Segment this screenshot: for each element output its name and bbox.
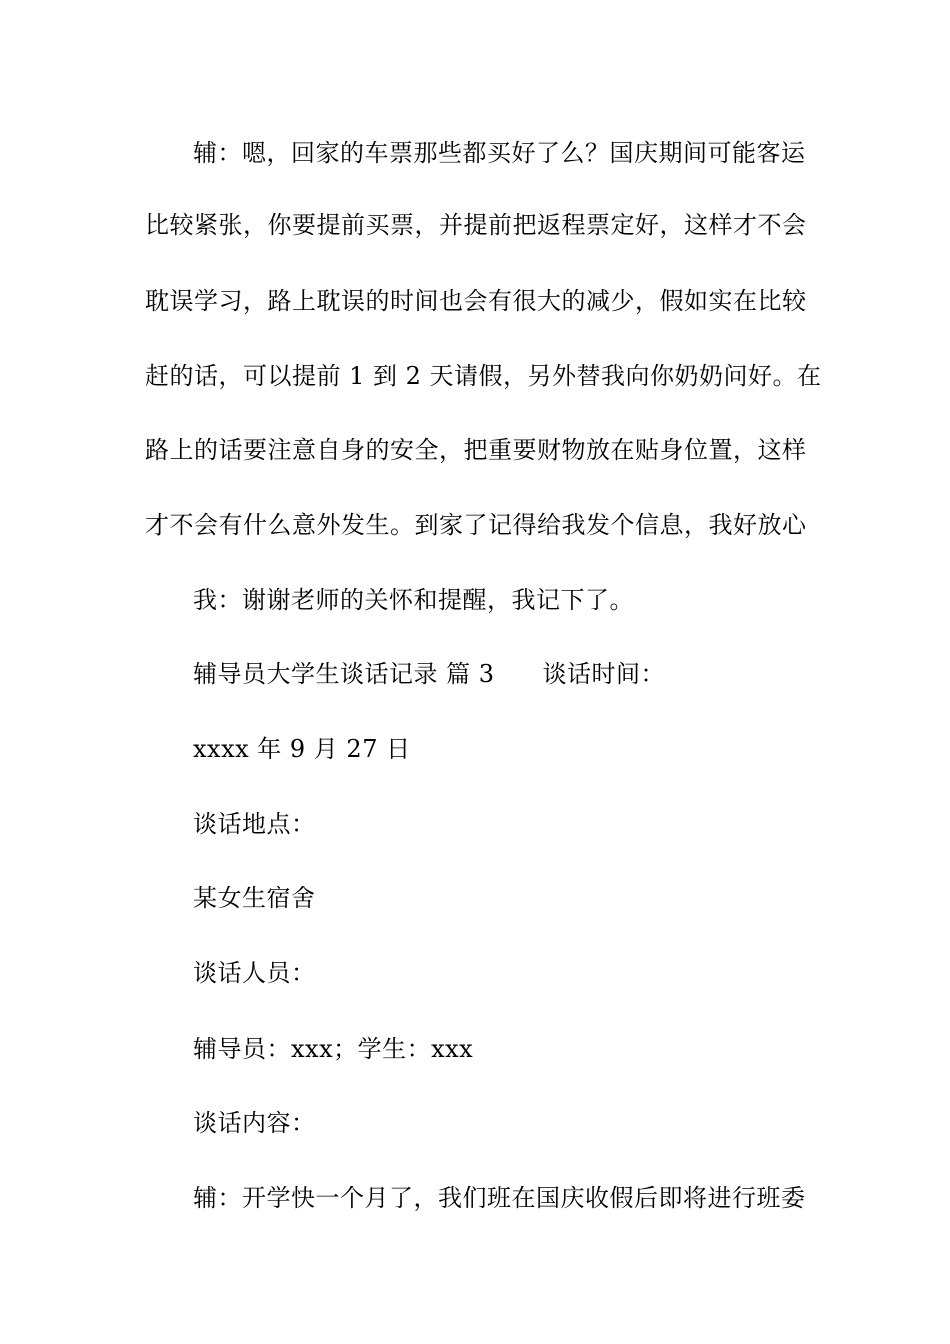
section-title: 辅导员大学生谈话记录 篇 3	[193, 660, 495, 688]
place-value: 某女生宿舍	[193, 884, 316, 912]
place-label: 谈话地点：	[193, 810, 316, 838]
people-value: 辅导员：xxx；学生：xxx	[193, 1035, 474, 1063]
content-first-line: 辅：开学快一个月了，我们班在国庆收假后即将进行班委	[193, 1184, 806, 1212]
paragraph-line-5: 路上的话要注意自身的安全，把重要财物放在贴身位置，这样	[145, 436, 807, 464]
reply-line: 我：谢谢老师的关怀和提醒，我记下了。	[193, 586, 634, 614]
time-label: 谈话时间：	[542, 660, 666, 688]
people-label: 谈话人员：	[193, 959, 316, 987]
paragraph-line-1: 辅：嗯，回家的车票那些都买好了么？国庆期间可能客运	[193, 139, 806, 167]
paragraph-line-6: 才不会有什么意外发生。到家了记得给我发个信息，我好放心	[145, 511, 807, 539]
paragraph-line-4: 赶的话，可以提前 1 到 2 天请假，另外替我向你奶奶问好。在	[145, 362, 822, 390]
paragraph-line-2: 比较紧张，你要提前买票，并提前把返程票定好，这样才不会	[145, 211, 807, 239]
section-heading-line	[193, 654, 805, 694]
date-line: xxxx 年 9 月 27 日	[193, 735, 411, 763]
paragraph-line-3: 耽误学习，路上耽误的时间也会有很大的减少，假如实在比较	[145, 287, 807, 315]
content-label: 谈话内容：	[193, 1109, 316, 1137]
